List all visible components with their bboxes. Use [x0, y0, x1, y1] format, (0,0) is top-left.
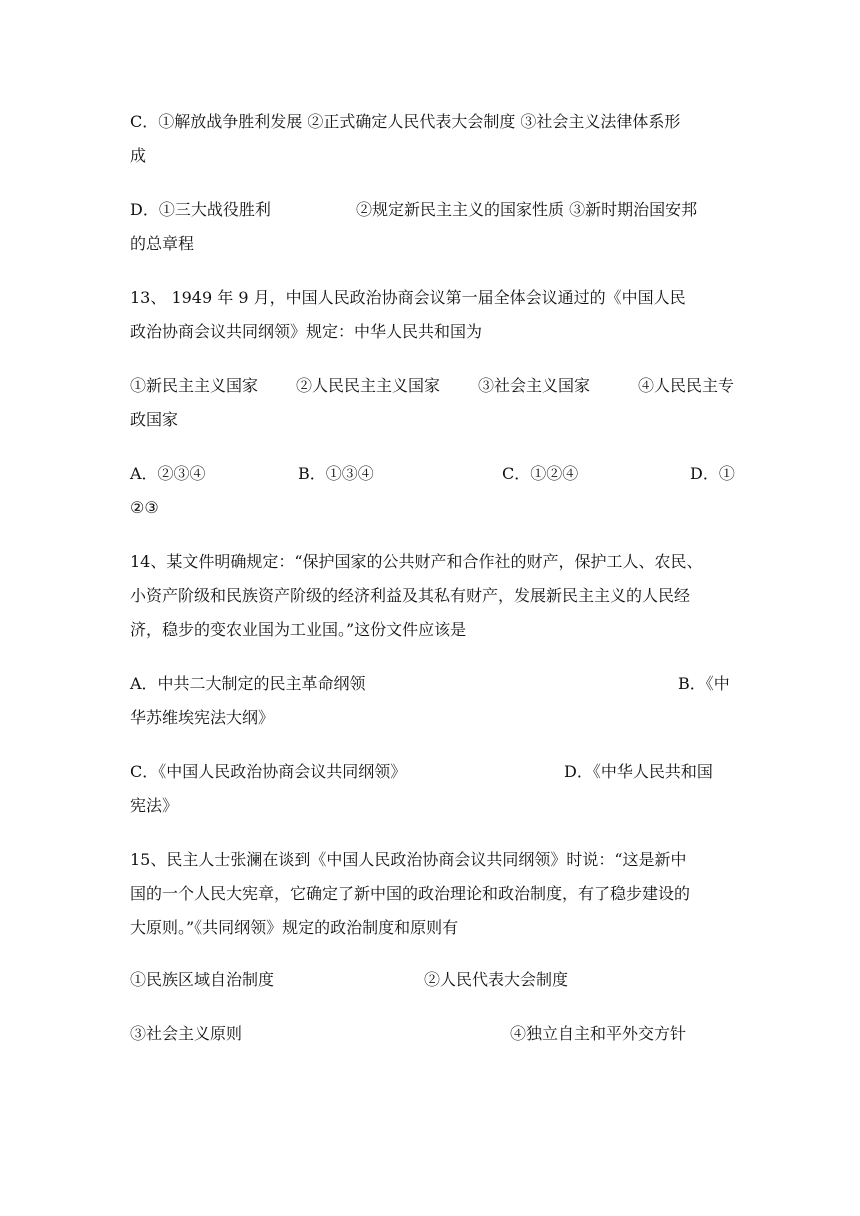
- q13-choice-4-cont: 政国家: [130, 410, 179, 429]
- q12-option-c-text: C．①解放战争胜利发展 ②正式确定人民代表大会制度 ③社会主义法律体系形: [130, 112, 681, 131]
- q15-choice-1: ①民族区域自治制度: [130, 970, 275, 989]
- q14-option-d-cont: 宪法》: [130, 796, 179, 815]
- q14-stem-line2: [130, 586, 730, 606]
- q13-stem-text2: 政治协商会议共同纲领》规定：中华人民共和国为: [130, 322, 483, 341]
- q13-option-d-cont: ②③: [130, 498, 159, 517]
- q12-option-c-cont: 成: [130, 146, 147, 165]
- q15-choice-2: ②人民代表大会制度: [424, 970, 569, 989]
- q12-option-d-part2: ②规定新民主主义的国家性质 ③新时期治国安邦: [356, 200, 698, 219]
- q15-stem-line2: [130, 884, 730, 904]
- q14-option-a: A．中共二大制定的民主革命纲领: [130, 674, 366, 693]
- q14-stem-line1: [130, 552, 730, 572]
- q12-option-c-line1: [130, 112, 730, 132]
- q13-option-a: A．②③④: [130, 464, 206, 483]
- q12-option-d-cont: 的总章程: [130, 234, 195, 253]
- q15-choice-3: ③社会主义原则: [130, 1024, 243, 1043]
- q15-stem-text1: 15、民主人士张澜在谈到《中国人民政治协商会议共同纲领》时说：“这是新中: [130, 850, 687, 869]
- q14-option-b-cont: 华苏维埃宪法大纲》: [130, 708, 275, 727]
- q14-option-b: B．《中: [678, 674, 730, 693]
- q13-stem-text1: 13、 1949 年 9 月，中国人民政治协商会议第一届全体会议通过的《中国人民: [130, 288, 686, 307]
- q14-option-c: C．《中国人民政治协商会议共同纲领》: [130, 762, 407, 781]
- q15-stem-line1: [130, 850, 730, 870]
- q14-option-d: D．《中华人民共和国: [564, 762, 713, 781]
- q14-stem-text1: 14、某文件明确规定：“保护国家的公共财产和合作社的财产，保护工人、农民、: [130, 552, 703, 571]
- q13-option-d: D．①: [690, 464, 735, 483]
- q12-option-d-part1: D．①三大战役胜利: [130, 200, 271, 219]
- q13-choice-4: ④人民民主专: [638, 376, 735, 395]
- q13-choice-1: ①新民主主义国家: [130, 376, 259, 395]
- q15-choice-4: ④独立自主和平外交方针: [510, 1024, 687, 1043]
- q13-choice-2: ②人民民主主义国家: [296, 376, 441, 395]
- q15-stem-text2: 国的一个人民大宪章，它确定了新中国的政治理论和政治制度，有了稳步建设的: [130, 884, 691, 903]
- q15-stem-text3: 大原则。”《共同纲领》规定的政治制度和原则有: [130, 918, 459, 937]
- q13-option-c: C．①②④: [502, 464, 579, 483]
- q13-option-b: B．①③④: [298, 464, 374, 483]
- q13-choice-3: ③社会主义国家: [478, 376, 591, 395]
- q14-stem-text2: 小资产阶级和民族资产阶级的经济利益及其私有财产，发展新民主主义的人民经: [130, 586, 691, 605]
- q14-stem-text3: 济，稳步的变农业国为工业国。”这份文件应该是: [130, 620, 467, 639]
